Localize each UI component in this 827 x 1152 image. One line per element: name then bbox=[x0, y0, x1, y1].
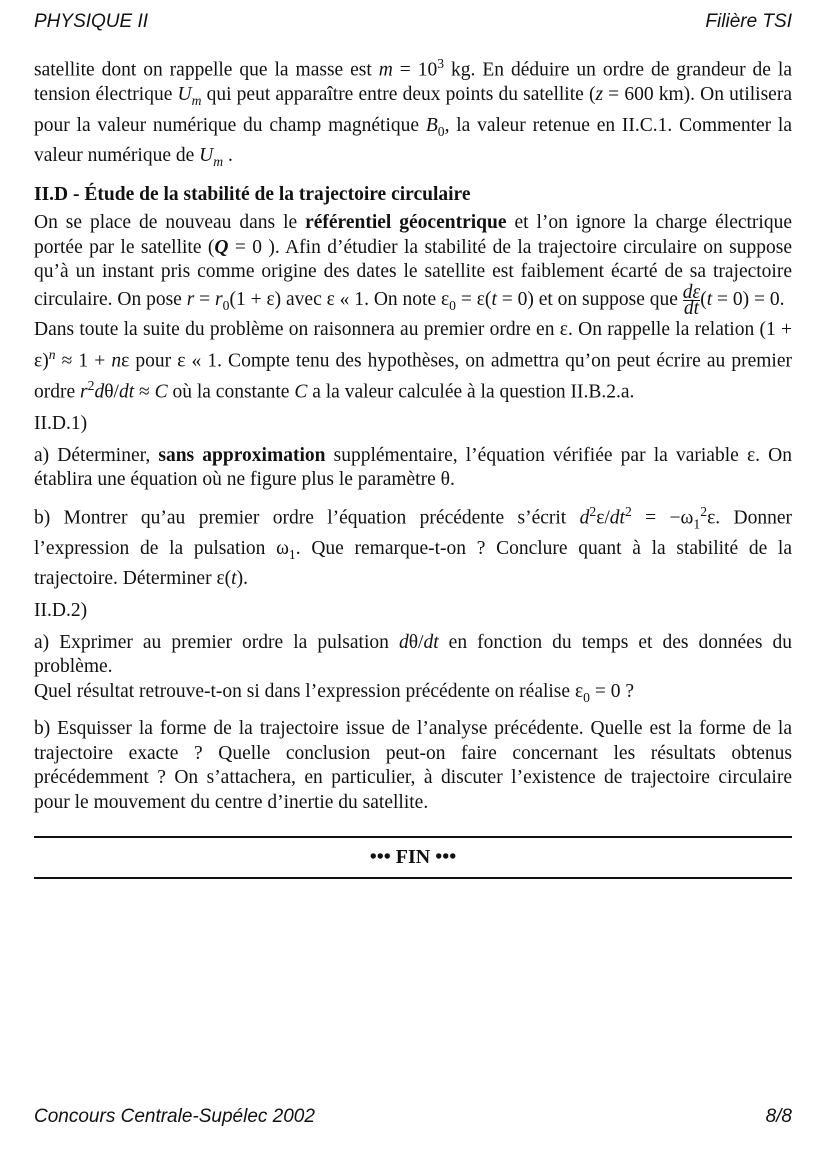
bottom-rule bbox=[34, 877, 792, 879]
question-label-1: II.D.1) bbox=[34, 413, 88, 435]
page-footer bbox=[34, 1106, 792, 1128]
header-track: Filière TSI bbox=[705, 11, 792, 32]
footer-contest: Concours Centrale-Supélec 2002 bbox=[34, 1106, 315, 1127]
page-header bbox=[34, 11, 792, 33]
paragraph-mass: satellite dont on rappelle que la masse est $m = 10^3$ kg. En déduire un ordre de grandeur de la tension électrique $U_m$ qui peut apparaître entre deux points du satellite (z = 600 km). On utilisera pour la valeur numérique du champ magnétique $B_0$, la valeur retenue en II.C.1. Commenter la valeur numérique de $U_m$ . bbox=[34, 56, 792, 169]
paragraph-first-order: Dans toute la suite du problème on raisonnera au premier ordre en ε. On rappelle la relation $(1 + \varepsilon)^n \approx 1 + n\varepsilon$ pour ε « 1. Compte tenu des hypothèses, on admettra qu’on peut écrire au premier ordre $r^2d\theta/dt \approx C$ où la constante C a la valeur calculée à la question II.B.2.a. bbox=[34, 319, 793, 403]
question-1a: a) Déterminer, sans approximation supplémentaire, l’équation vérifiée par la variable ε. On établira une équation où ne figure plus le paramètre θ. bbox=[34, 444, 793, 491]
paragraph-setup: On se place de nouveau dans le référentiel géocentrique et l’on ignore la charge électrique portée par le satellite (Q = 0 ). Afin d’étudier la stabilité de la trajectoire circulaire on suppose qu’à un instant pris comme origine des dates le satellite est faiblement écarté de sa trajectoire circulaire. On pose $r = r_0(1 + \varepsilon)$ avec ε « 1. On note $\varepsilon_0 = \varepsilon(t = 0)$ et on suppose que $\frac{d\varepsilon}{dt}$ (t = 0) = 0. bbox=[34, 212, 792, 319]
page-body bbox=[34, 52, 792, 879]
question-2a: a) Exprimer au premier ordre la pulsation dθ/dt en fonction du temps et des données du problème. bbox=[34, 631, 793, 678]
question-1b: b) Montrer qu’au premier ordre l’équation précédente s’écrit $d^2\varepsilon/dt^2 = -\omega_1^2\varepsilon$. Donner l’expression de la pulsation $\omega_1$. Que remarque-t-on ? Conclure quant à la stabilité de la trajectoire. Déterminer ε(t). bbox=[34, 503, 793, 590]
question-2b: b) Esquisser la forme de la trajectoire issue de l’analyse précédente. Quelle est la forme de la trajectoire exacte ? Quelle conclusion peut-on faire concernant les résultats obtenus précédemment ? On s’attachera, en particulier, à discuter l’existence de trajectoire circulaire pour le mouvement du centre d’inertie du satellite. bbox=[34, 718, 792, 814]
header-subject: PHYSIQUE II bbox=[34, 11, 149, 32]
footer-page-number: 8/8 bbox=[765, 1106, 792, 1127]
fin-marker: ••• FIN ••• bbox=[369, 845, 457, 868]
question-label-2: II.D.2) bbox=[34, 600, 88, 621]
question-2a-followup: Quel résultat retrouve-t-on si dans l’expression précédente on réalise $\varepsilon_0 = 0$ ? bbox=[34, 680, 634, 705]
section-title: II.D - Étude de la stabilité de la trajectoire circulaire bbox=[34, 183, 471, 205]
end-block bbox=[34, 836, 792, 880]
